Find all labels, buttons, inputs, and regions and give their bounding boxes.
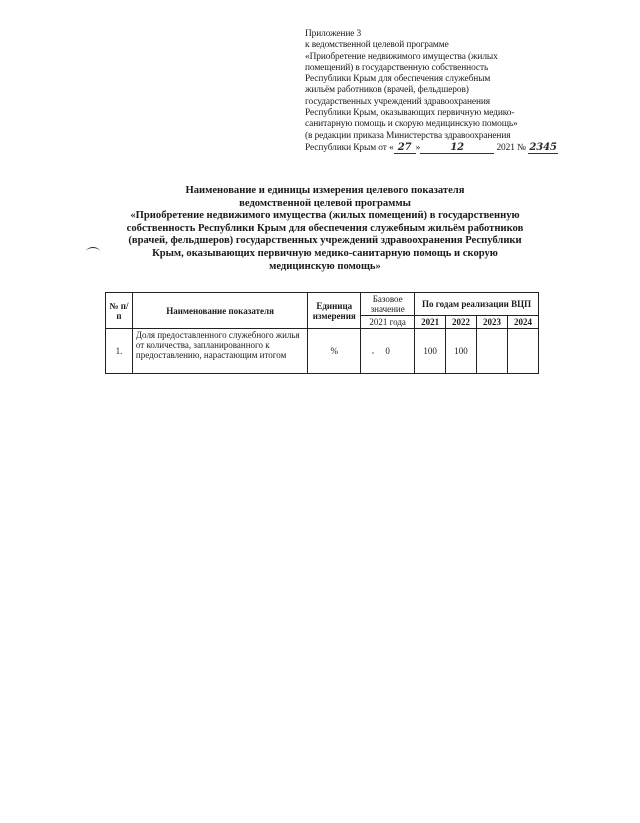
header-number: № п/п xyxy=(106,293,133,329)
title-line: Наименование и единицы измерения целевого показателя xyxy=(185,185,465,196)
order-year: 2021 № xyxy=(496,142,526,153)
order-date-middle: » xyxy=(415,142,421,153)
appendix-line: Приложение 3 xyxy=(305,29,362,39)
header-name: Наименование показателя xyxy=(132,293,307,329)
order-date-line xyxy=(305,141,557,154)
appendix-line: жильём работников (врачей, фельдшеров) xyxy=(305,85,469,96)
row-value-2024 xyxy=(507,329,538,374)
title-line: (врачей, фельдшеров) государственных учреждений здравоохранения Республики xyxy=(128,235,522,247)
order-date-prefix: Республики Крым от « xyxy=(305,142,394,153)
document-title xyxy=(95,185,555,273)
appendix-header xyxy=(305,29,557,154)
header-base-value: Базовое значение xyxy=(361,293,415,316)
appendix-line: Республики Крым для обеспечения служебным xyxy=(305,74,491,85)
header-year: 2021 xyxy=(415,316,446,329)
title-line: собственность Республики Крым для обеспечения служебным жильём работников xyxy=(126,222,524,234)
header-unit: Единица измерения xyxy=(308,293,361,329)
header-year: 2024 xyxy=(507,316,538,329)
header-base-year: 2021 года xyxy=(361,316,415,329)
appendix-line: государственных учреждений здравоохранения xyxy=(305,96,491,107)
title-line: ведомственной целевой программы xyxy=(239,197,411,209)
table-row xyxy=(106,329,539,374)
row-unit: % xyxy=(308,329,361,374)
scan-speck xyxy=(372,352,374,354)
header-years-group: По годам реализации ВЦП xyxy=(415,293,539,316)
order-number: 2345 xyxy=(529,141,557,153)
header-year: 2022 xyxy=(446,316,477,329)
scan-mark xyxy=(86,247,100,256)
appendix-line: «Приобретение недвижимого имущества (жилых xyxy=(305,51,498,62)
order-month: 12 xyxy=(420,142,494,154)
title-line: Крым, оказывающих первичную медико-санитарную помощь и скорую xyxy=(152,247,498,259)
row-base-value: 0 xyxy=(361,329,415,374)
appendix-line: (в редакции приказа Министерства здравоохранения xyxy=(305,130,511,141)
row-value-2023 xyxy=(477,329,508,374)
appendix-line: помещений) в государственную собственность xyxy=(305,62,489,73)
appendix-line: санитарную помощь и скорую медицинскую помощь» xyxy=(305,119,518,130)
row-value-2022: 100 xyxy=(446,329,477,374)
appendix-line: к ведомственной целевой программе xyxy=(305,40,449,51)
order-day: 27 xyxy=(394,142,416,154)
row-indicator-name: Доля предоставленного служебного жилья от количества, запланированного к предоставлению, нарастающим итогом xyxy=(132,329,307,374)
row-number: 1. xyxy=(106,329,133,374)
title-line: медицинскую помощь» xyxy=(269,260,381,272)
appendix-line: Республики Крым, оказывающих первичную медико- xyxy=(305,108,515,119)
indicators-table xyxy=(105,292,539,374)
row-value-2021: 100 xyxy=(415,329,446,374)
header-year: 2023 xyxy=(477,316,508,329)
title-line: «Приобретение недвижимого имущества (жилых помещений) в государственную xyxy=(130,210,520,222)
